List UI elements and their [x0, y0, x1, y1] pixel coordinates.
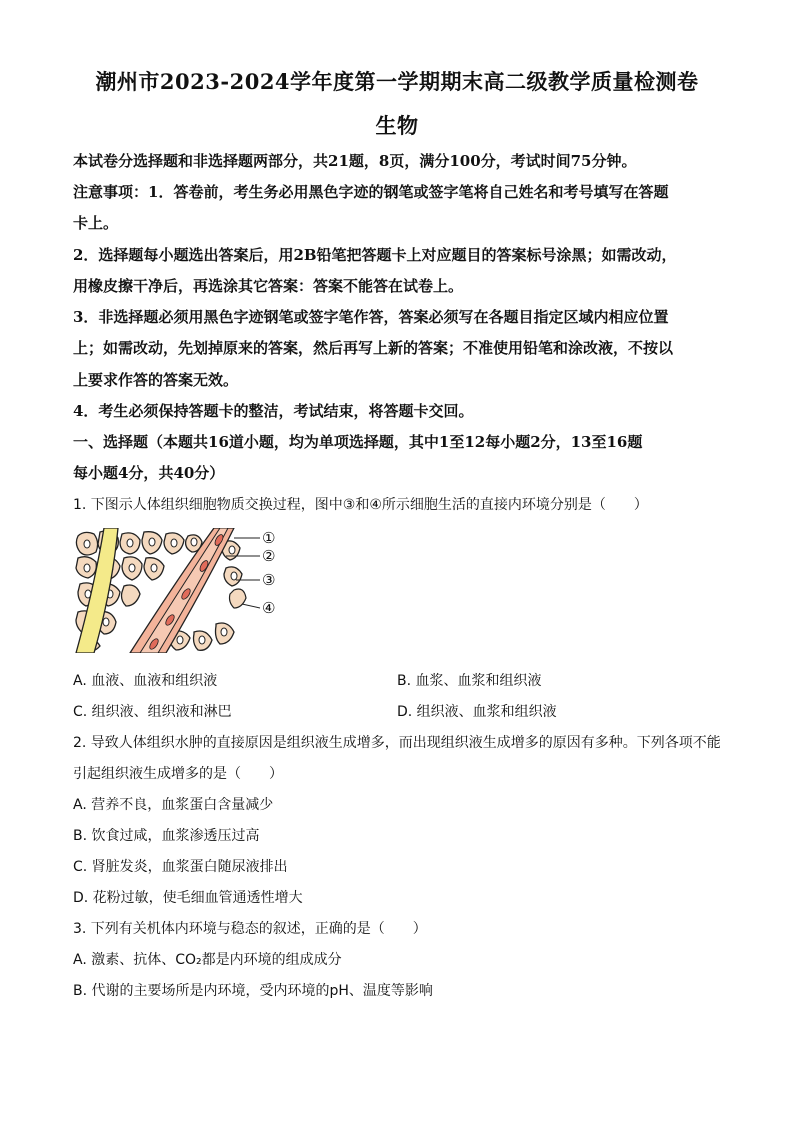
q3-option-a: A. 激素、抗体、CO₂都是内环境的组成成分 [73, 952, 342, 968]
q1-option-c: C. 组织液、组织液和淋巴 [73, 704, 232, 720]
note-1-line-2: 卡上。 [73, 214, 119, 232]
figure-label-2: ② [262, 547, 276, 565]
exam-intro: 本试卷分选择题和非选择题两部分，共21题，8页，满分100分，考试时间75分钟。 [73, 152, 637, 170]
q2-option-c: C. 肾脏发炎，血浆蛋白随尿液排出 [73, 859, 288, 875]
q1-option-b: B. 血浆、血浆和组织液 [397, 673, 542, 689]
note-3-line-1: 3．非选择题必须用黑色字迹钢笔或签字笔作答，答案必须写在各题目指定区域内相应位置 [73, 308, 669, 326]
q3-option-b: B. 代谢的主要场所是内环境，受内环境的pH、温度等影响 [73, 983, 433, 999]
q2-option-d: D. 花粉过敏，使毛细血管通透性增大 [73, 890, 303, 906]
figure-label-4: ④ [262, 599, 276, 617]
q1-stem: 1. 下图示人体组织细胞物质交换过程，图中③和④所示细胞生活的直接内环境分别是（ ） [73, 497, 648, 513]
q1-option-d: D. 组织液、血浆和组织液 [397, 704, 557, 720]
note-2-line-1: 2．选择题每小题选出答案后，用2B铅笔把答题卡上对应题目的答案标号涂黑；如需改动， [73, 246, 677, 264]
tissue-exchange-figure [74, 528, 294, 653]
q2-stem-line-1: 2. 导致人体组织水肿的直接原因是组织液生成增多，而出现组织液生成增多的原因有多种。下列各项不能 [73, 735, 721, 751]
note-4: 4．考生必须保持答题卡的整洁，考试结束，将答题卡交回。 [73, 402, 474, 420]
q2-option-b: B. 饮食过咸，血浆渗透压过高 [73, 828, 260, 844]
figure-label-1: ① [262, 529, 276, 547]
exam-title: 潮州市2023-2024学年度第一学期期末高二级教学质量检测卷 [95, 69, 699, 94]
note-1-line-1: 注意事项：1．答卷前，考生务必用黑色字迹的钢笔或签字笔将自己姓名和考号填写在答题 [73, 183, 669, 201]
subject-title: 生物 [375, 113, 419, 138]
note-2-line-2: 用橡皮擦干净后，再选涂其它答案：答案不能答在试卷上。 [73, 277, 464, 295]
q1-option-a: A. 血液、血液和组织液 [73, 673, 218, 689]
q3-stem: 3. 下列有关机体内环境与稳态的叙述，正确的是（ ） [73, 921, 427, 937]
note-3-line-2: 上；如需改动，先划掉原来的答案，然后再写上新的答案；不准使用铅笔和涂改液，不按以 [73, 339, 674, 357]
section-heading-line-1: 一、选择题（本题共16道小题，均为单项选择题，其中1至12每小题2分，13至16题 [73, 433, 643, 451]
q2-option-a: A. 营养不良，血浆蛋白含量减少 [73, 797, 274, 813]
section-heading-line-2: 每小题4分，共40分） [73, 464, 225, 482]
figure-label-3: ③ [262, 571, 276, 589]
q2-stem-line-2: 引起组织液生成增多的是（ ） [73, 766, 283, 782]
note-3-line-3: 上要求作答的答案无效。 [73, 371, 239, 389]
